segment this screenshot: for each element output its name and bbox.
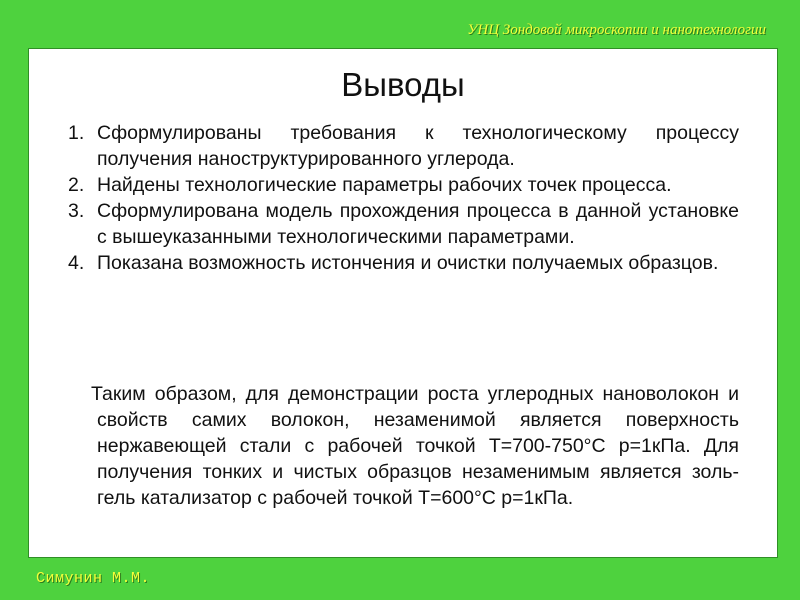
conclusion-number: 3.	[68, 200, 85, 222]
conclusions-list	[68, 120, 739, 276]
conclusion-number: 2.	[68, 174, 85, 196]
author-footer: Симунин М.М.	[36, 570, 151, 587]
summary-paragraph: Таким образом, для демонстрации роста углеродных нановолокон и свойств самих волокон, незаменимой является поверхность нержавеющей стали с рабочей точкой T=700-750°C p=1кПа. Для получения тонких и чистых образцов незаменимым является золь-гель катализатор с рабочей точкой T=600°C p=1кПа.	[91, 383, 739, 509]
slide-content-panel	[28, 48, 778, 558]
organization-header: УНЦ Зондовой микроскопии и нанотехнологии	[467, 22, 766, 38]
conclusion-item	[68, 250, 739, 276]
conclusion-item	[68, 120, 739, 172]
conclusion-text: Сформулирована модель прохождения процесса в данной установке с вышеуказанными технологическими параметрами.	[97, 200, 739, 248]
conclusion-number: 1.	[68, 122, 85, 144]
conclusion-item	[68, 198, 739, 250]
conclusion-text: Показана возможность истончения и очистки получаемых образцов.	[97, 252, 719, 274]
conclusion-number: 4.	[68, 252, 85, 274]
conclusion-text: Сформулированы требования к технологическому процессу получения наноструктурированного углерода.	[97, 122, 739, 170]
conclusion-item	[68, 172, 739, 198]
slide-title: Выводы	[341, 66, 465, 103]
conclusion-text: Найдены технологические параметры рабочих точек процесса.	[97, 174, 672, 196]
